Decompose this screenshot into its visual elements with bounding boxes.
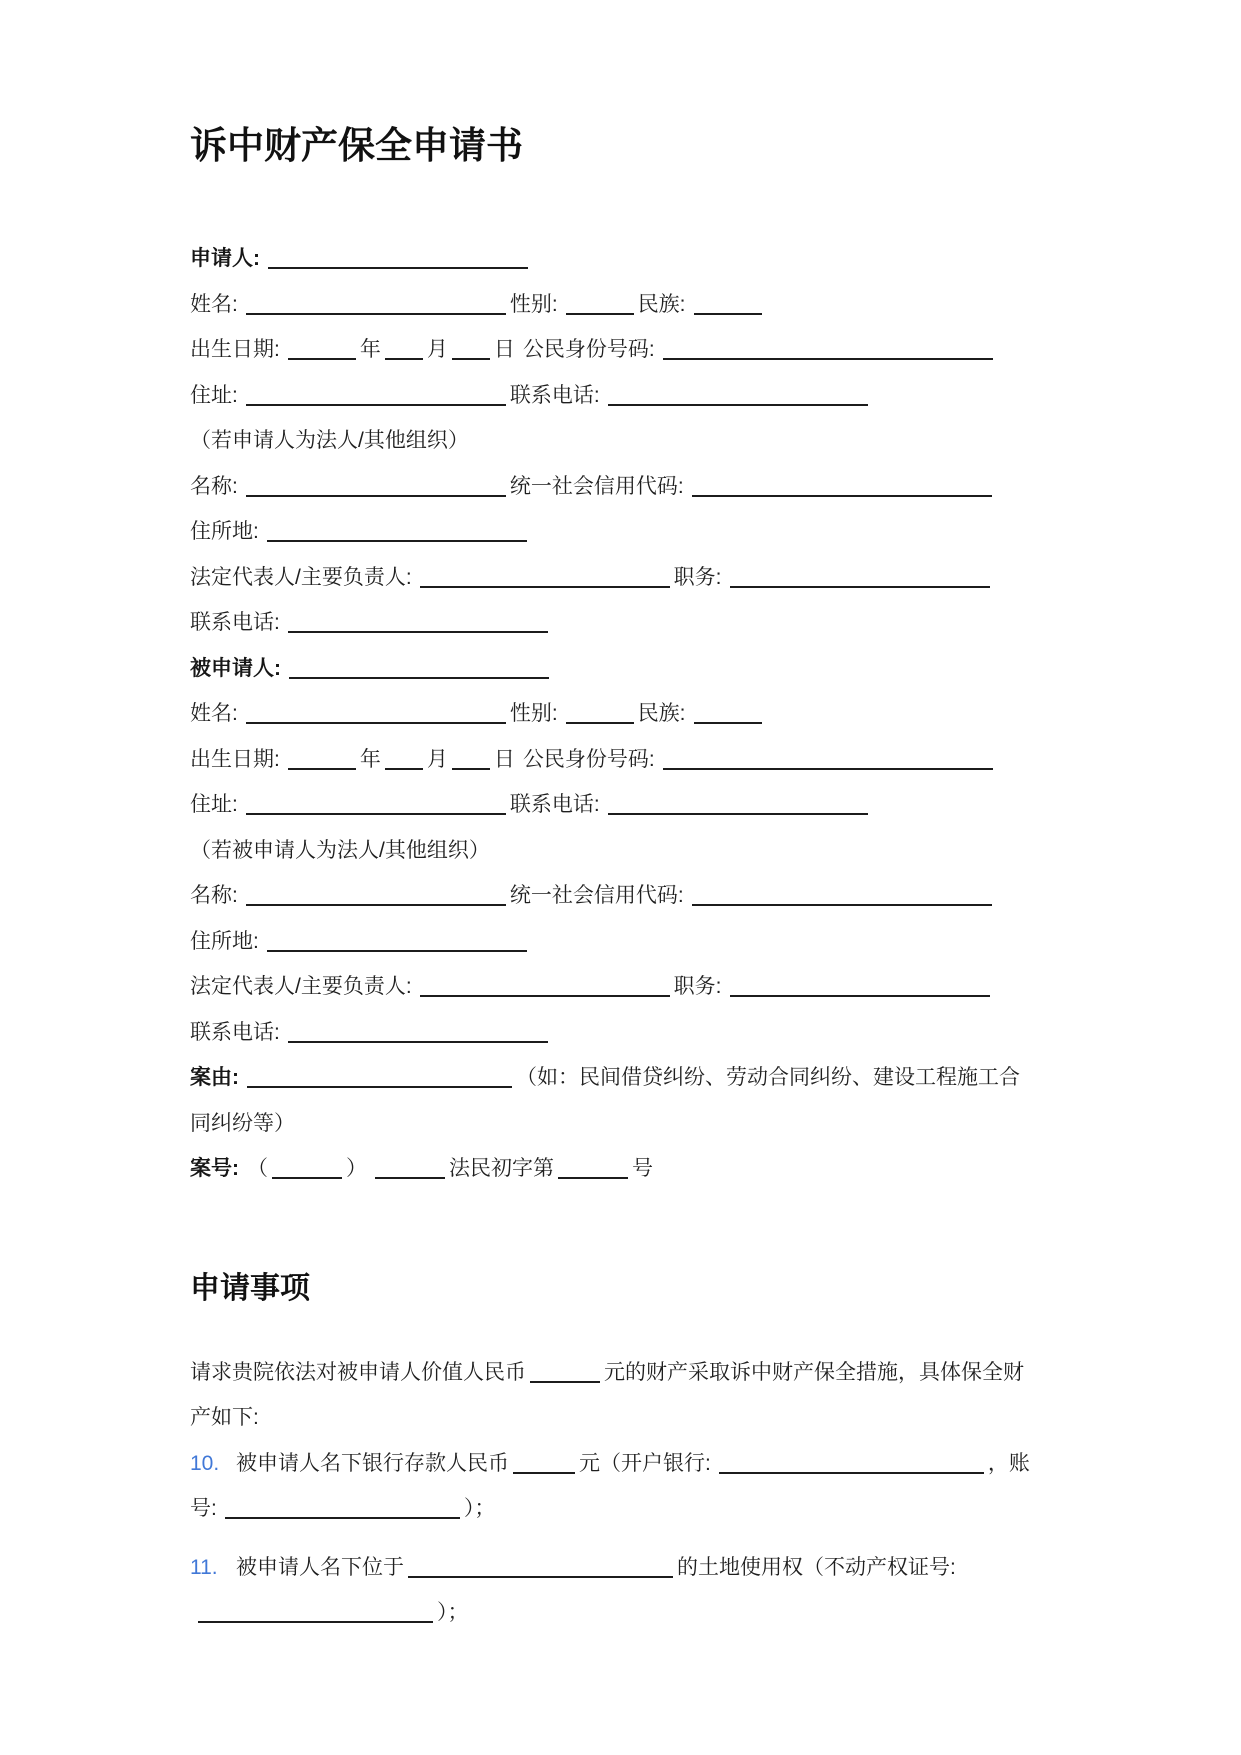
deposit-amount-blank[interactable] bbox=[513, 1448, 575, 1474]
intro-prefix: 请求贵院依法对被申请人价值人民币 bbox=[190, 1360, 526, 1384]
case-section bbox=[190, 1055, 1040, 1192]
org-name-label: 名称: bbox=[190, 474, 238, 498]
ethnicity-blank[interactable] bbox=[694, 289, 762, 315]
name-blank[interactable] bbox=[246, 698, 506, 724]
land-location-blank[interactable] bbox=[408, 1552, 673, 1578]
respondent-section bbox=[190, 646, 1040, 1056]
ethnicity-label: 民族: bbox=[637, 702, 686, 725]
credit-code-label: 统一社会信用代码: bbox=[509, 474, 684, 498]
address-blank[interactable] bbox=[246, 789, 506, 815]
birth-year-blank[interactable] bbox=[288, 334, 356, 360]
respondent-label: 被申请人: bbox=[190, 656, 281, 680]
gender-blank[interactable] bbox=[566, 289, 634, 315]
org-name-label: 名称: bbox=[190, 884, 238, 907]
domicile-blank[interactable] bbox=[267, 926, 527, 952]
paren-close: ） bbox=[346, 1157, 367, 1180]
case-number-label: 案号: bbox=[190, 1157, 239, 1180]
item-text: ）； bbox=[463, 1497, 496, 1520]
item-text: ）； bbox=[437, 1601, 469, 1624]
credit-code-blank[interactable] bbox=[692, 471, 992, 497]
legal-rep-label: 法定代表人/主要负责人: bbox=[190, 565, 412, 589]
position-label: 职务: bbox=[673, 565, 722, 589]
address-label: 住址: bbox=[190, 383, 238, 407]
respondent-name-blank[interactable] bbox=[289, 653, 549, 679]
address-blank[interactable] bbox=[246, 380, 506, 406]
respondent-legal-rep-line bbox=[190, 964, 1040, 1010]
phone-label: 联系电话: bbox=[509, 793, 600, 816]
amount-blank[interactable] bbox=[530, 1357, 600, 1383]
position-blank[interactable] bbox=[730, 971, 990, 997]
birth-month-blank[interactable] bbox=[385, 744, 423, 770]
paren-open: （ bbox=[247, 1157, 268, 1180]
birth-year-blank[interactable] bbox=[288, 744, 356, 770]
org-note-text: （若申请人为法人/其他组织） bbox=[190, 429, 469, 452]
name-label: 姓名: bbox=[190, 702, 238, 725]
cause-hint: （如：民间借贷纠纷、劳动合同纠纷、建设工程施工合同纠纷等） bbox=[190, 1066, 1020, 1135]
item-text: 的土地使用权（不动产权证号: bbox=[677, 1555, 956, 1579]
phone-blank[interactable] bbox=[608, 380, 868, 406]
org-name-blank[interactable] bbox=[246, 880, 506, 906]
day-label: 日 bbox=[493, 747, 515, 771]
applicant-person-name-line bbox=[190, 282, 1040, 328]
intro-suffix: 元的财产采取诉中财产保全措施，具体保全财产如下: bbox=[190, 1360, 1024, 1429]
application-heading: 申请事项 bbox=[190, 1271, 310, 1305]
legal-rep-label: 法定代表人/主要负责人: bbox=[190, 975, 412, 998]
bank-name-blank[interactable] bbox=[719, 1448, 984, 1474]
gender-blank[interactable] bbox=[566, 698, 634, 724]
item-text: 被申请人名下位于 bbox=[236, 1555, 404, 1579]
birth-day-blank[interactable] bbox=[452, 334, 490, 360]
domicile-label: 住所地: bbox=[190, 520, 259, 543]
applicant-org-phone-line bbox=[190, 600, 1040, 646]
id-number-blank[interactable] bbox=[663, 744, 993, 770]
phone-label: 联系电话: bbox=[509, 383, 600, 407]
applicant-address-line bbox=[190, 373, 1040, 419]
position-label: 职务: bbox=[673, 975, 722, 998]
gender-label: 性别: bbox=[509, 292, 558, 316]
legal-rep-blank[interactable] bbox=[420, 971, 670, 997]
address-label: 住址: bbox=[190, 793, 238, 816]
applicant-section bbox=[190, 236, 1040, 646]
birth-day-blank[interactable] bbox=[452, 744, 490, 770]
org-name-blank[interactable] bbox=[246, 471, 506, 497]
birth-date-label: 出生日期: bbox=[190, 747, 280, 771]
application-intro bbox=[190, 1350, 1040, 1441]
id-number-blank[interactable] bbox=[663, 334, 993, 360]
respondent-person-name-line bbox=[190, 691, 1040, 737]
applicant-org-name-line bbox=[190, 464, 1040, 510]
credit-code-blank[interactable] bbox=[692, 880, 992, 906]
case-number-line bbox=[190, 1146, 1040, 1192]
birth-month-blank[interactable] bbox=[385, 334, 423, 360]
property-cert-blank[interactable] bbox=[198, 1597, 433, 1623]
phone-label: 联系电话: bbox=[190, 611, 280, 634]
applicant-label: 申请人: bbox=[190, 247, 260, 270]
position-blank[interactable] bbox=[730, 562, 990, 588]
case-year-blank[interactable] bbox=[272, 1153, 342, 1179]
account-number-blank[interactable] bbox=[225, 1493, 460, 1519]
applicant-birth-line bbox=[190, 327, 1040, 373]
list-number: 11. bbox=[190, 1555, 218, 1579]
item-text: 元（开户银行: bbox=[579, 1451, 711, 1475]
list-item-10 bbox=[190, 1441, 1040, 1532]
cause-label: 案由: bbox=[190, 1066, 239, 1089]
list-number: 10. bbox=[190, 1451, 220, 1475]
case-suffix: 号 bbox=[632, 1157, 653, 1180]
respondent-domicile-line bbox=[190, 919, 1040, 965]
gender-label: 性别: bbox=[509, 702, 558, 725]
applicant-line bbox=[190, 236, 1040, 282]
name-label: 姓名: bbox=[190, 292, 238, 316]
case-cause-line bbox=[190, 1055, 1040, 1146]
court-mid-text: 法民初字第 bbox=[449, 1157, 554, 1180]
birth-date-label: 出生日期: bbox=[190, 338, 280, 361]
org-note-text: （若被申请人为法人/其他组织） bbox=[190, 838, 490, 862]
month-label: 月 bbox=[426, 338, 448, 361]
respondent-line bbox=[190, 646, 1040, 692]
applicant-legal-rep-line bbox=[190, 555, 1040, 601]
item-text: ，账号: bbox=[190, 1451, 1030, 1520]
cause-blank[interactable] bbox=[247, 1062, 512, 1088]
ethnicity-blank[interactable] bbox=[694, 698, 762, 724]
document-title: 诉中财产保全申请书 bbox=[190, 125, 523, 166]
year-label: 年 bbox=[359, 747, 381, 771]
respondent-org-note bbox=[190, 828, 1040, 874]
respondent-address-line bbox=[190, 782, 1040, 828]
list-item-11 bbox=[190, 1545, 1040, 1636]
name-blank[interactable] bbox=[246, 289, 506, 315]
respondent-org-phone-line bbox=[190, 1010, 1040, 1056]
respondent-birth-line bbox=[190, 737, 1040, 783]
item-text: 被申请人名下银行存款人民币 bbox=[236, 1451, 509, 1475]
id-number-label: 公民身份号码: bbox=[522, 338, 655, 361]
applicant-domicile-line bbox=[190, 509, 1040, 555]
legal-rep-blank[interactable] bbox=[420, 562, 670, 588]
year-label: 年 bbox=[359, 338, 381, 361]
phone-blank[interactable] bbox=[608, 789, 868, 815]
respondent-org-name-line bbox=[190, 873, 1040, 919]
org-phone-blank[interactable] bbox=[288, 1017, 548, 1043]
credit-code-label: 统一社会信用代码: bbox=[509, 884, 684, 907]
case-court-blank[interactable] bbox=[375, 1153, 445, 1179]
case-seq-blank[interactable] bbox=[558, 1153, 628, 1179]
domicile-label: 住所地: bbox=[190, 929, 259, 953]
applicant-org-note bbox=[190, 418, 1040, 464]
application-section bbox=[190, 1266, 1040, 1636]
applicant-name-blank[interactable] bbox=[268, 243, 528, 269]
month-label: 月 bbox=[426, 747, 448, 771]
ethnicity-label: 民族: bbox=[637, 292, 686, 316]
day-label: 日 bbox=[493, 338, 515, 361]
domicile-blank[interactable] bbox=[267, 516, 527, 542]
phone-label: 联系电话: bbox=[190, 1020, 280, 1044]
id-number-label: 公民身份号码: bbox=[522, 747, 655, 771]
org-phone-blank[interactable] bbox=[288, 607, 548, 633]
